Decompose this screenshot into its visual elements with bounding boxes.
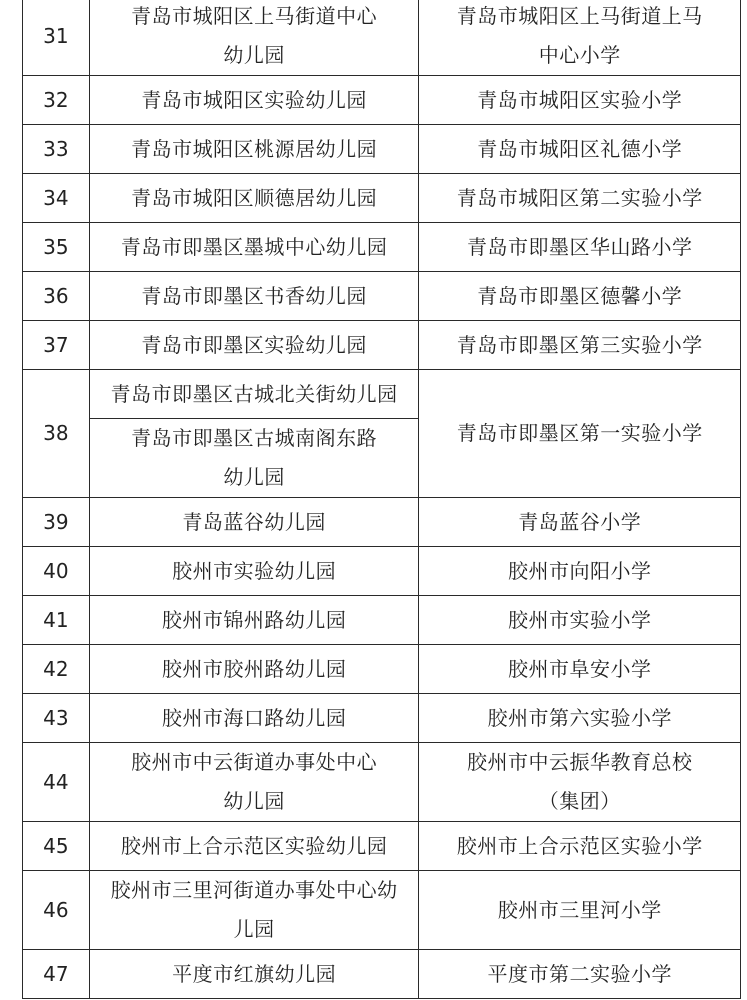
primary-school-cell: [419, 694, 741, 743]
primary-school-cell: [419, 125, 741, 174]
kindergarten-cell: [89, 125, 419, 174]
primary-school-cell: [419, 370, 741, 498]
row-number: 45: [23, 822, 90, 871]
primary-school-cell: [419, 76, 741, 125]
primary-school-cell: [419, 272, 741, 321]
kindergarten-name: 儿园: [233, 917, 275, 941]
table-row: [23, 547, 741, 596]
row-number: 40: [23, 547, 90, 596]
primary-school-name: （集团）: [538, 789, 621, 813]
primary-school-name: 胶州市中云振华教育总校: [466, 750, 693, 774]
primary-school-name: 胶州市第六实验小学: [487, 705, 672, 730]
table-row: [23, 223, 741, 272]
row-number: 39: [23, 498, 90, 547]
kindergarten-cell: [89, 174, 419, 223]
table-row: [23, 0, 741, 76]
kindergarten-cell: [89, 272, 419, 321]
row-number: 36: [23, 272, 90, 321]
primary-school-cell: [419, 0, 741, 76]
primary-school-name: 平度市第二实验小学: [487, 961, 672, 986]
primary-school-cell: [419, 743, 741, 822]
primary-school-name: 中心小学: [538, 43, 621, 67]
kindergarten-cell: [89, 0, 419, 76]
row-number: 47: [23, 950, 90, 999]
kindergarten-name: 青岛市城阳区实验幼儿园: [141, 87, 367, 112]
table-row: [23, 743, 741, 822]
kindergarten-name: 幼儿园: [223, 465, 285, 489]
row-number: 32: [23, 76, 90, 125]
kindergarten-cell: [89, 419, 419, 498]
row-number: 35: [23, 223, 90, 272]
row-number: 42: [23, 645, 90, 694]
primary-school-name: 青岛市即墨区第一实验小学: [456, 421, 703, 445]
kindergarten-name: 胶州市海口路幼儿园: [161, 705, 347, 730]
primary-school-cell: [419, 223, 741, 272]
kindergarten-name: 幼儿园: [223, 43, 285, 67]
table-row: [23, 871, 741, 950]
kindergarten-cell: [89, 596, 419, 645]
kindergarten-cell: [89, 321, 419, 370]
table-row: [23, 174, 741, 223]
row-number: 44: [23, 743, 90, 822]
primary-school-name: 青岛市城阳区上马街道上马: [456, 4, 703, 28]
kindergarten-name: 胶州市实验幼儿园: [172, 558, 337, 583]
kindergarten-cell: [89, 645, 419, 694]
row-number: 33: [23, 125, 90, 174]
primary-school-name: 青岛蓝谷小学: [518, 509, 642, 534]
table-row: [23, 596, 741, 645]
primary-school-name: 胶州市阜安小学: [507, 656, 652, 681]
kindergarten-name: 青岛市即墨区实验幼儿园: [141, 332, 367, 357]
kindergarten-name: 平度市红旗幼儿园: [172, 961, 337, 986]
kindergarten-name: 胶州市锦州路幼儿园: [161, 607, 347, 632]
kindergarten-cell: [89, 76, 419, 125]
primary-school-name: 胶州市三里河小学: [497, 897, 662, 922]
kindergarten-name: 青岛市即墨区书香幼儿园: [141, 283, 367, 308]
row-number: 43: [23, 694, 90, 743]
kindergarten-name: 青岛市城阳区顺德居幼儿园: [131, 185, 378, 210]
kindergarten-cell: [89, 950, 419, 999]
kindergarten-cell: [89, 498, 419, 547]
row-number: 31: [23, 0, 90, 76]
kindergarten-cell: [89, 370, 419, 419]
kindergarten-cell: [89, 547, 419, 596]
table-row: [23, 645, 741, 694]
kindergarten-name: 胶州市中云街道办事处中心: [131, 750, 378, 774]
primary-school-cell: [419, 645, 741, 694]
table-row: [23, 498, 741, 547]
kindergarten-name: 青岛市即墨区古城北关街幼儿园: [110, 381, 398, 406]
primary-school-cell: [419, 547, 741, 596]
table-row: [23, 272, 741, 321]
table-row: [23, 321, 741, 370]
primary-school-name: 青岛市城阳区实验小学: [477, 87, 683, 112]
kindergarten-cell: [89, 694, 419, 743]
primary-school-name: 青岛市即墨区德馨小学: [477, 283, 683, 308]
kindergarten-name: 胶州市上合示范区实验幼儿园: [120, 833, 388, 858]
primary-school-name: 胶州市实验小学: [507, 607, 652, 632]
kindergarten-name: 胶州市三里河街道办事处中心幼: [110, 878, 398, 902]
kindergarten-name: 胶州市胶州路幼儿园: [161, 656, 347, 681]
primary-school-cell: [419, 174, 741, 223]
row-number: 46: [23, 871, 90, 950]
table-row: [23, 125, 741, 174]
document-page: [22, 0, 741, 999]
primary-school-name: 青岛市即墨区第三实验小学: [456, 332, 703, 357]
row-number: 34: [23, 174, 90, 223]
row-number: 37: [23, 321, 90, 370]
kindergarten-name: 青岛蓝谷幼儿园: [182, 509, 326, 534]
primary-school-cell: [419, 498, 741, 547]
primary-school-name: 青岛市即墨区华山路小学: [466, 234, 693, 259]
kindergarten-name: 青岛市即墨区墨城中心幼儿园: [120, 234, 388, 259]
kindergarten-cell: [89, 871, 419, 950]
kindergarten-cell: [89, 223, 419, 272]
primary-school-name: 青岛市城阳区第二实验小学: [456, 185, 703, 210]
primary-school-name: 胶州市上合示范区实验小学: [456, 833, 703, 858]
kindergarten-name: 青岛市即墨区古城南阁东路: [131, 426, 378, 450]
table-row: [23, 694, 741, 743]
primary-school-cell: [419, 596, 741, 645]
table-row: [23, 822, 741, 871]
kindergarten-name: 青岛市城阳区桃源居幼儿园: [131, 136, 378, 161]
row-number: 38: [23, 370, 90, 498]
row-number: 41: [23, 596, 90, 645]
primary-school-cell: [419, 321, 741, 370]
kindergarten-name: 幼儿园: [223, 789, 285, 813]
kindergarten-school-pairing-table: [22, 0, 741, 999]
kindergarten-cell: [89, 822, 419, 871]
kindergarten-cell: [89, 743, 419, 822]
table-row: [23, 76, 741, 125]
primary-school-name: 胶州市向阳小学: [507, 558, 652, 583]
primary-school-cell: [419, 950, 741, 999]
primary-school-cell: [419, 871, 741, 950]
table-row: [23, 950, 741, 999]
kindergarten-name: 青岛市城阳区上马街道中心: [131, 4, 378, 28]
table-row-merged: [23, 370, 741, 419]
primary-school-cell: [419, 822, 741, 871]
primary-school-name: 青岛市城阳区礼德小学: [477, 136, 683, 161]
